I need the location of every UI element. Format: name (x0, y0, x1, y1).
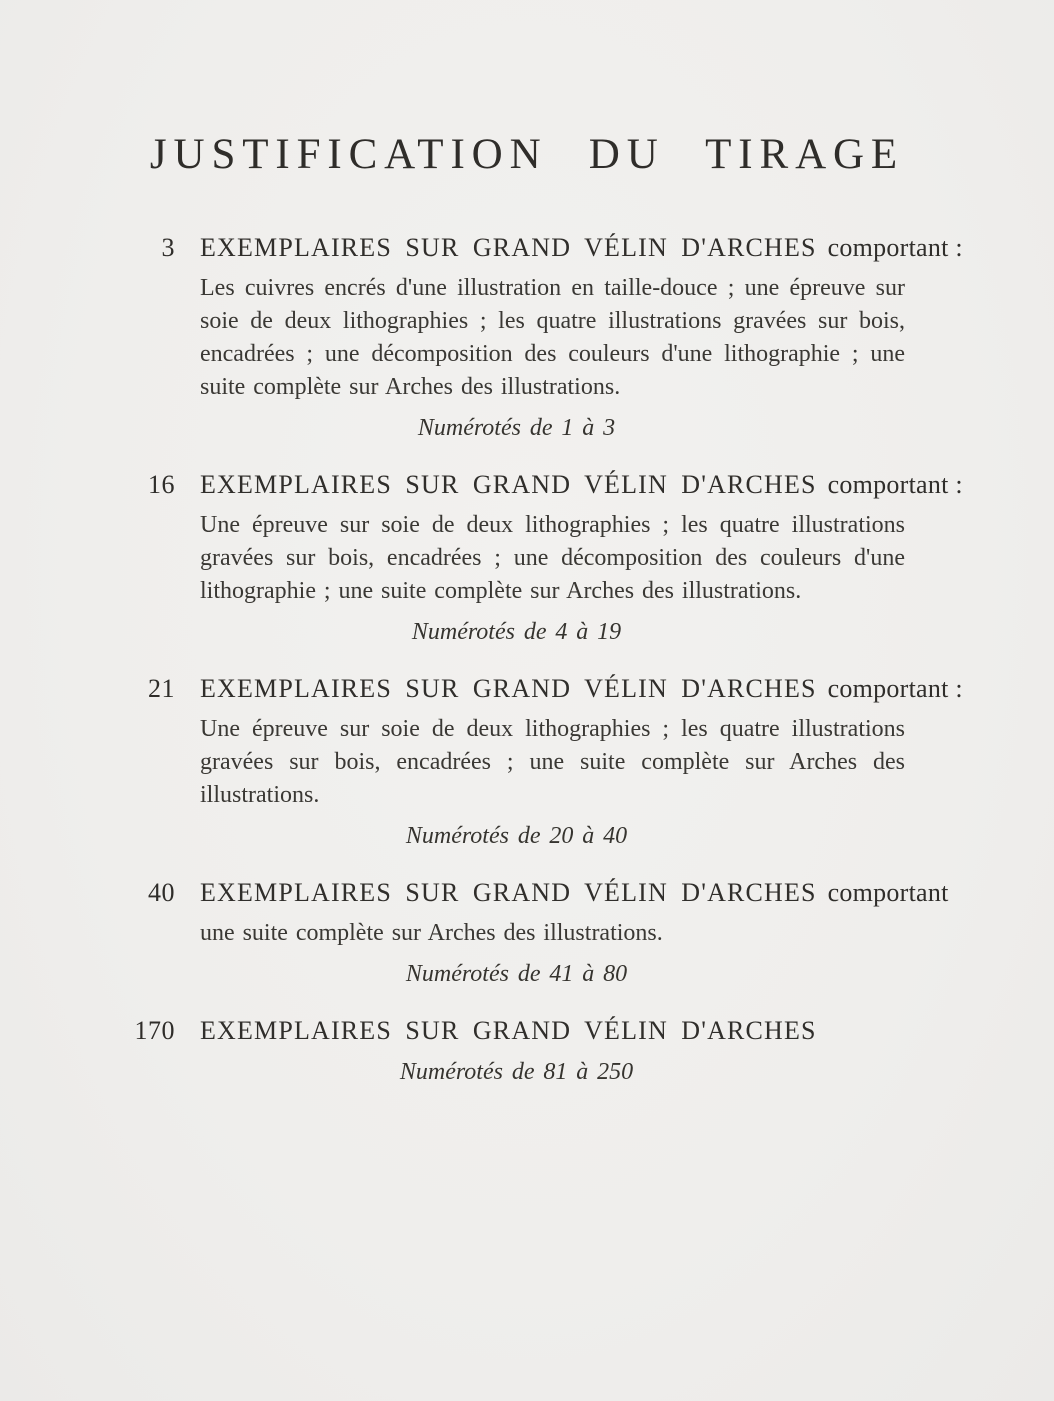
entry-heading-tail: comportant (827, 878, 949, 907)
entry-heading-caps: EXEMPLAIRES SUR GRAND VÉLIN D'ARCHES (200, 233, 817, 262)
edition-entry-5 (0, 1014, 1054, 1088)
entry-heading (200, 1014, 905, 1048)
entry-description: Les cuivres encrés d'une illustration en taille-douce ; une épreuve sur soie de deux lithographies ; les quatre illustrations gravées sur bois, encadrées ; une décomposition des couleurs d'une lithographie ; une suite complète sur Arches des illustrations. (200, 275, 905, 400)
entry-description: Une épreuve sur soie de deux lithographies ; les quatre illustrations gravées sur bois, encadrées ; une décomposition des couleurs d'une lithographie ; une suite complète sur Arches des illustrations. (200, 512, 905, 604)
entry-description: une suite complète sur Arches des illustrations. (200, 920, 663, 946)
entry-content (200, 231, 963, 444)
numbering-note: Numérotés de 20 à 40 (405, 823, 628, 849)
numbering-note: Numérotés de 41 à 80 (405, 961, 628, 987)
edition-entry-4 (0, 876, 1054, 990)
entry-description: Une épreuve sur soie de deux lithographies ; les quatre illustrations gravées sur bois, encadrées ; une suite complète sur Arches des illustrations. (200, 716, 905, 808)
numbering-note: Numérotés de 4 à 19 (411, 619, 622, 645)
copy-count: 21 (147, 674, 175, 703)
page-title: JUSTIFICATION DU TIRAGE (149, 131, 905, 178)
entry-heading-caps: EXEMPLAIRES SUR GRAND VÉLIN D'ARCHES (200, 1016, 817, 1045)
entry-content (200, 876, 949, 990)
copy-count: 3 (161, 233, 175, 262)
entry-heading-caps: EXEMPLAIRES SUR GRAND VÉLIN D'ARCHES (200, 470, 817, 499)
entry-heading (200, 672, 963, 706)
entry-heading (200, 876, 949, 910)
numbering-note: Numérotés de 1 à 3 (417, 415, 616, 441)
entry-heading-tail: comportant : (827, 470, 963, 499)
edition-entry-2 (0, 468, 1054, 648)
numbering-note: Numérotés de 81 à 250 (399, 1059, 634, 1085)
edition-entry-1 (0, 231, 1054, 444)
entry-heading (200, 231, 963, 265)
entry-content (200, 672, 963, 852)
entry-content (200, 468, 963, 648)
copy-count: 40 (147, 878, 175, 907)
entry-heading-tail: comportant : (827, 674, 963, 703)
entry-heading-tail: comportant : (827, 233, 963, 262)
copy-count: 16 (147, 470, 175, 499)
entry-content (200, 1014, 905, 1088)
entry-heading (200, 468, 963, 502)
copy-count: 170 (134, 1016, 175, 1045)
entry-heading-caps: EXEMPLAIRES SUR GRAND VÉLIN D'ARCHES (200, 674, 817, 703)
edition-entry-3 (0, 672, 1054, 852)
entry-heading-caps: EXEMPLAIRES SUR GRAND VÉLIN D'ARCHES (200, 878, 817, 907)
